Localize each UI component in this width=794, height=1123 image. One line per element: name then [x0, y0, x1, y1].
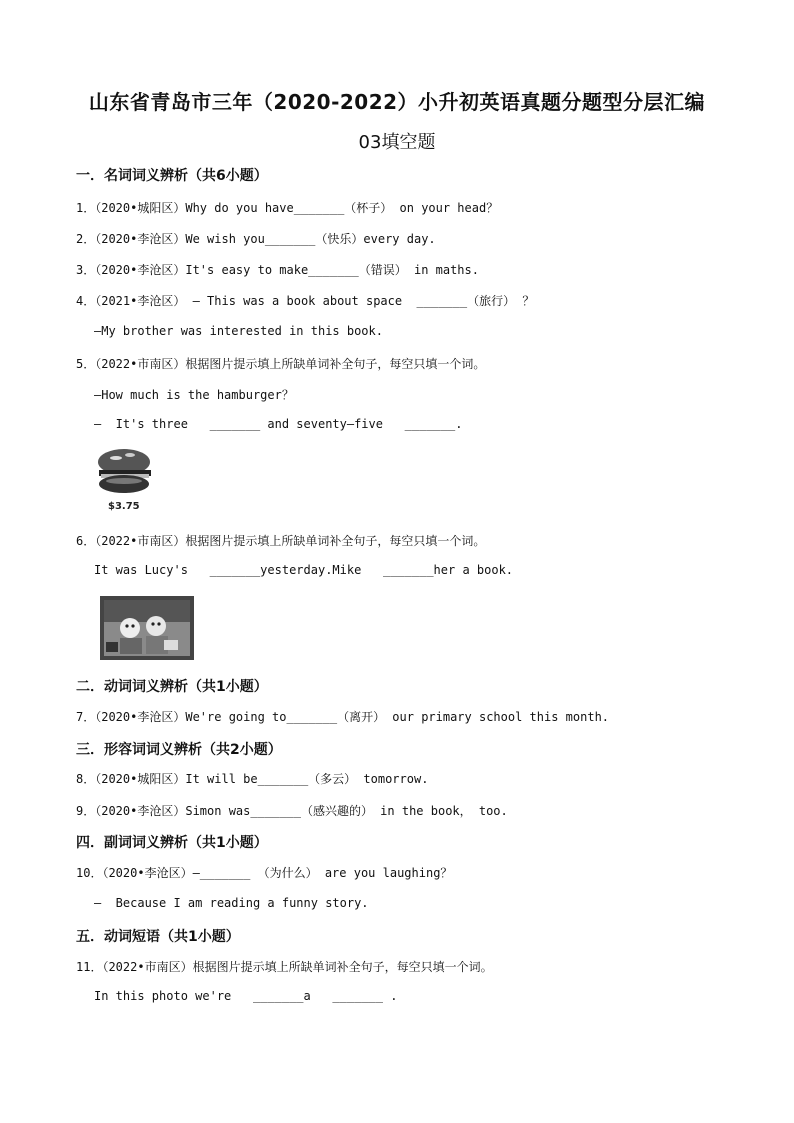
section-heading-adverbs: 四．副词词义辨析（共1小题） — [76, 835, 268, 851]
question-7: 7．（2020•李沧区）We're going to_______（离开） our primary school this month. — [76, 710, 610, 724]
question-6-line: It was Lucy's _______yesterday.Mike _______her a book. — [94, 563, 514, 577]
section-heading-adjectives: 三．形容词词义辨析（共2小题） — [76, 742, 282, 758]
question-4: 4．（2021•李沧区） – This was a book about space _______（旅行） ？ — [76, 294, 535, 308]
section-heading-verbs: 二．动词词义辨析（共1小题） — [76, 679, 268, 695]
question-4-answer-line: –My brother was interested in this book. — [94, 324, 383, 338]
hamburger-price-label: $3.75 — [108, 501, 140, 512]
question-9: 9．（2020•李沧区）Simon was_______（感兴趣的） in the book， too. — [76, 804, 508, 818]
section-heading-phrasal-verbs: 五．动词短语（共1小题） — [76, 929, 240, 945]
question-11-line: In this photo we're _______a _______ . — [94, 989, 398, 1003]
question-10: 10．（2020•李沧区）–_______ （为什么） are you laughing？ — [76, 866, 453, 880]
section-heading-nouns: 一．名词词义辨析（共6小题） — [76, 168, 268, 184]
document-title: 山东省青岛市三年（2020-2022）小升初英语真题分题型分层汇编 — [88, 90, 706, 114]
question-1: 1．（2020•城阳区）Why do you have_______（杯子） on your head？ — [76, 201, 499, 215]
question-11: 11．（2022•市南区）根据图片提示填上所缺单词补全句子，每空只填一个词。 — [76, 960, 493, 974]
question-5-line-a: –How much is the hamburger？ — [94, 388, 294, 402]
question-10-answer-line: – Because I am reading a funny story. — [94, 896, 369, 910]
birthday-photo-image — [100, 596, 194, 660]
question-8: 8．（2020•城阳区）It will be_______（多云） tomorrow. — [76, 772, 429, 786]
question-2: 2．（2020•李沧区）We wish you_______（快乐）every day. — [76, 232, 436, 246]
hamburger-image — [94, 446, 164, 512]
question-5-line-b: – It's three _______ and seventy–five _______. — [94, 417, 463, 431]
question-6: 6．（2022•市南区）根据图片提示填上所缺单词补全句子，每空只填一个词。 — [76, 534, 486, 548]
document-subtitle: 03填空题 — [358, 132, 436, 153]
question-3: 3．（2020•李沧区）It's easy to make_______（错误） in maths. — [76, 263, 479, 277]
question-5: 5．（2022•市南区）根据图片提示填上所缺单词补全句子，每空只填一个词。 — [76, 357, 486, 371]
